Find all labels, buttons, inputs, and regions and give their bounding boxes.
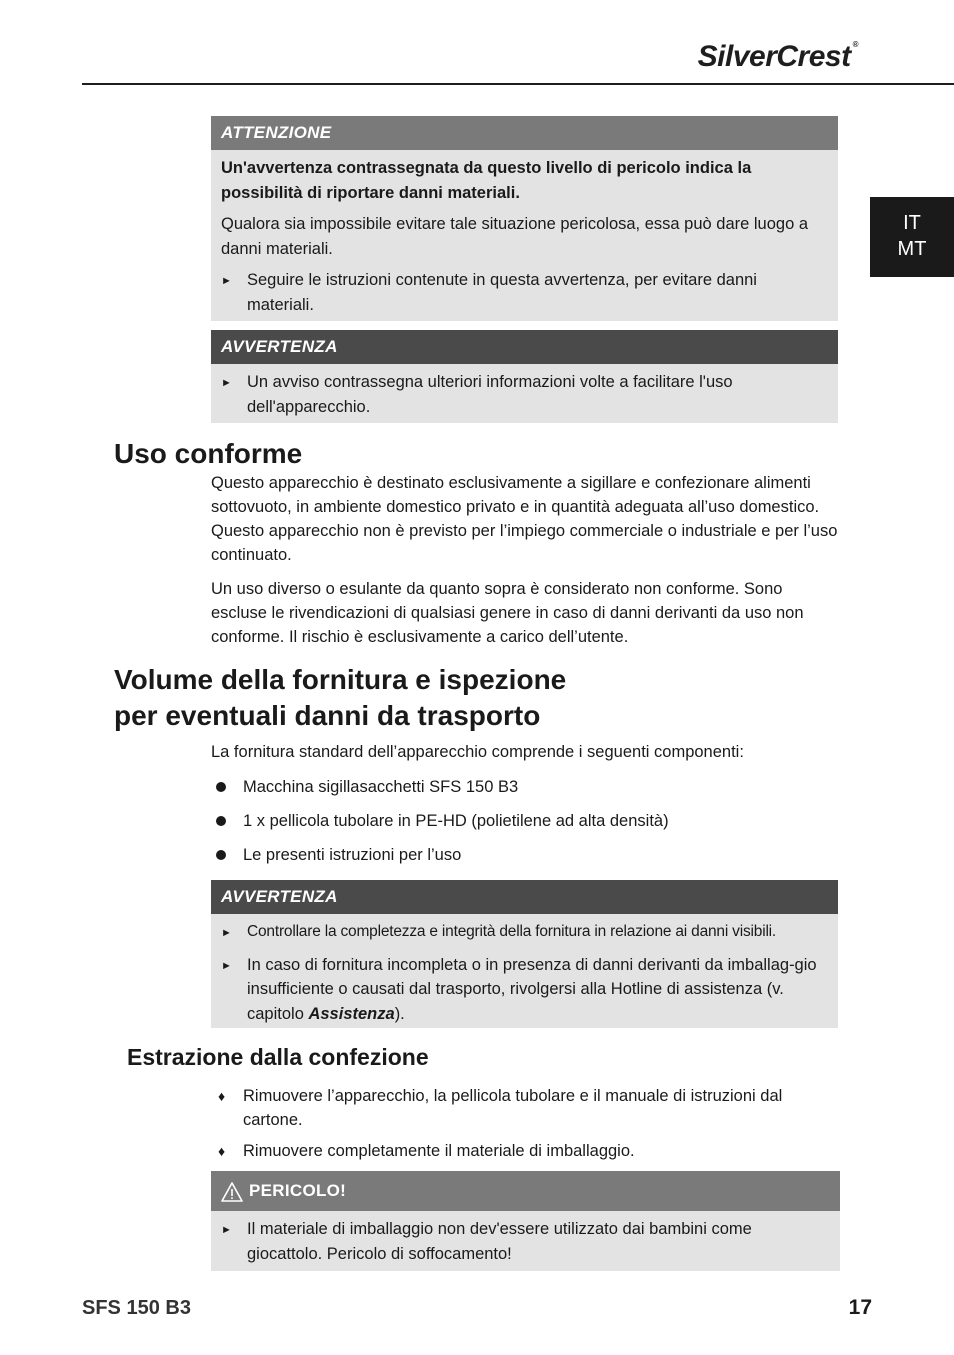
uso-conforme-paragraph-2: Un uso diverso o esulante da quanto sopra è considerato non conforme. Sono escluse le rivendicazioni di qualsiasi genere in caso di danni derivanti da uso non conforme. Il rischio è esclusivamente a carico dell’utente.: [211, 580, 804, 646]
registered-mark: ®: [852, 40, 858, 49]
avvertenza-note-2b: [221, 953, 828, 1027]
avvertenza-note-2a: [221, 920, 828, 946]
step-item: ♦ Rimuovere completamente il materiale di imballaggio.: [218, 1139, 840, 1163]
avvertenza-box-2: [211, 880, 838, 1028]
avvertenza-note-1: [221, 370, 828, 419]
brand-name: SilverCrest: [697, 40, 851, 73]
components-list: [216, 770, 841, 872]
diamond-icon: ♦: [218, 1088, 226, 1104]
pericolo-heading-text: PERICOLO!: [249, 1181, 347, 1200]
arrow-icon: ►: [221, 959, 232, 972]
estrazione-title: Estrazione dalla confezione: [127, 1044, 429, 1070]
language-tab: [870, 197, 954, 277]
avvertenza-note-text-1: Un avviso contrassegna ulteriori informazioni volte a facilitare l'uso dell'apparecchio.: [247, 373, 733, 416]
bullet-icon: [216, 816, 226, 826]
page-number: 17: [848, 1296, 872, 1319]
attenzione-text: Qualora sia impossibile evitare tale situazione pericolosa, essa può dare luogo a danni materiali.: [221, 215, 809, 258]
bullet-icon: [216, 782, 226, 792]
pericolo-heading: [211, 1171, 840, 1211]
avvertenza-heading-2: AVVERTENZA: [211, 880, 838, 914]
estrazione-steps: [218, 1084, 840, 1170]
header-rule: [82, 83, 954, 85]
assistenza-reference: Assistenza: [308, 1004, 395, 1023]
uso-conforme-paragraph-1: Questo apparecchio è destinato esclusivamente a sigillare e confezionare alimenti sottovuoto, in ambiente domestico privato e in quantità adeguata all’uso domestico. Questo apparecchio non è previsto per l’impiego commerciale o industriale e per l’uso continuato.: [211, 474, 838, 564]
brand-logo: [698, 40, 858, 74]
arrow-icon: ►: [221, 927, 232, 939]
footer-model: SFS 150 B3: [82, 1297, 191, 1319]
arrow-icon: ►: [221, 275, 232, 287]
arrow-icon: ►: [221, 377, 232, 389]
volume-fornitura-title-line-2: per eventuali danni da trasporto: [114, 700, 541, 731]
list-item: Le presenti istruzioni per l’uso: [216, 838, 841, 872]
diamond-icon: ♦: [218, 1143, 226, 1159]
step-item: ♦ Rimuovere l’apparecchio, la pellicola tubolare e il manuale di istruzioni dal cartone.: [218, 1084, 840, 1132]
volume-fornitura-title: [114, 662, 566, 734]
avvertenza-heading-1: AVVERTENZA: [211, 330, 838, 364]
language-mt: MT: [897, 238, 927, 260]
avvertenza-note-text-2a: Controllare la completezza e integrità della fornitura in relazione ai danni visibili.: [247, 923, 777, 940]
uso-conforme-title: Uso conforme: [114, 438, 303, 469]
uso-conforme-text: [211, 471, 841, 659]
avvertenza-note-text-2b: In caso di fornitura incompleta o in presenza di danni derivanti da imballag-gio insufficiente o causati dal trasporto, rivolgersi alla Hotline di assistenza (v. capitolo Assistenza).: [247, 955, 817, 1023]
attenzione-instruction: [221, 268, 828, 317]
attenzione-heading: ATTENZIONE: [211, 116, 838, 150]
bullet-icon: [216, 850, 226, 860]
warning-triangle-icon: [221, 1182, 243, 1202]
language-it: IT: [903, 212, 921, 234]
pericolo-box: [211, 1171, 840, 1271]
list-item: 1 x pellicola tubolare in PE-HD (polietilene ad alta densità): [216, 804, 841, 838]
arrow-icon: ►: [221, 1224, 232, 1236]
avvertenza-box-1: [211, 330, 838, 423]
pericolo-warning-text: Il materiale di imballaggio non dev'essere utilizzato dai bambini come giocattolo. Pericolo di soffocamento!: [247, 1220, 752, 1263]
volume-fornitura-title-line-1: Volume della fornitura e ispezione: [114, 664, 567, 695]
attenzione-bold-text: Un'avvertenza contrassegnata da questo livello di pericolo indica la possibilità di riportare danni materiali.: [221, 159, 752, 202]
pericolo-warning: [221, 1217, 830, 1266]
attenzione-box: [211, 116, 838, 321]
list-item: Macchina sigillasacchetti SFS 150 B3: [216, 770, 841, 804]
attenzione-instruction-text: Seguire le istruzioni contenute in questa avvertenza, per evitare danni materiali.: [247, 271, 757, 314]
volume-intro: La fornitura standard dell’apparecchio comprende i seguenti componenti:: [211, 743, 744, 761]
